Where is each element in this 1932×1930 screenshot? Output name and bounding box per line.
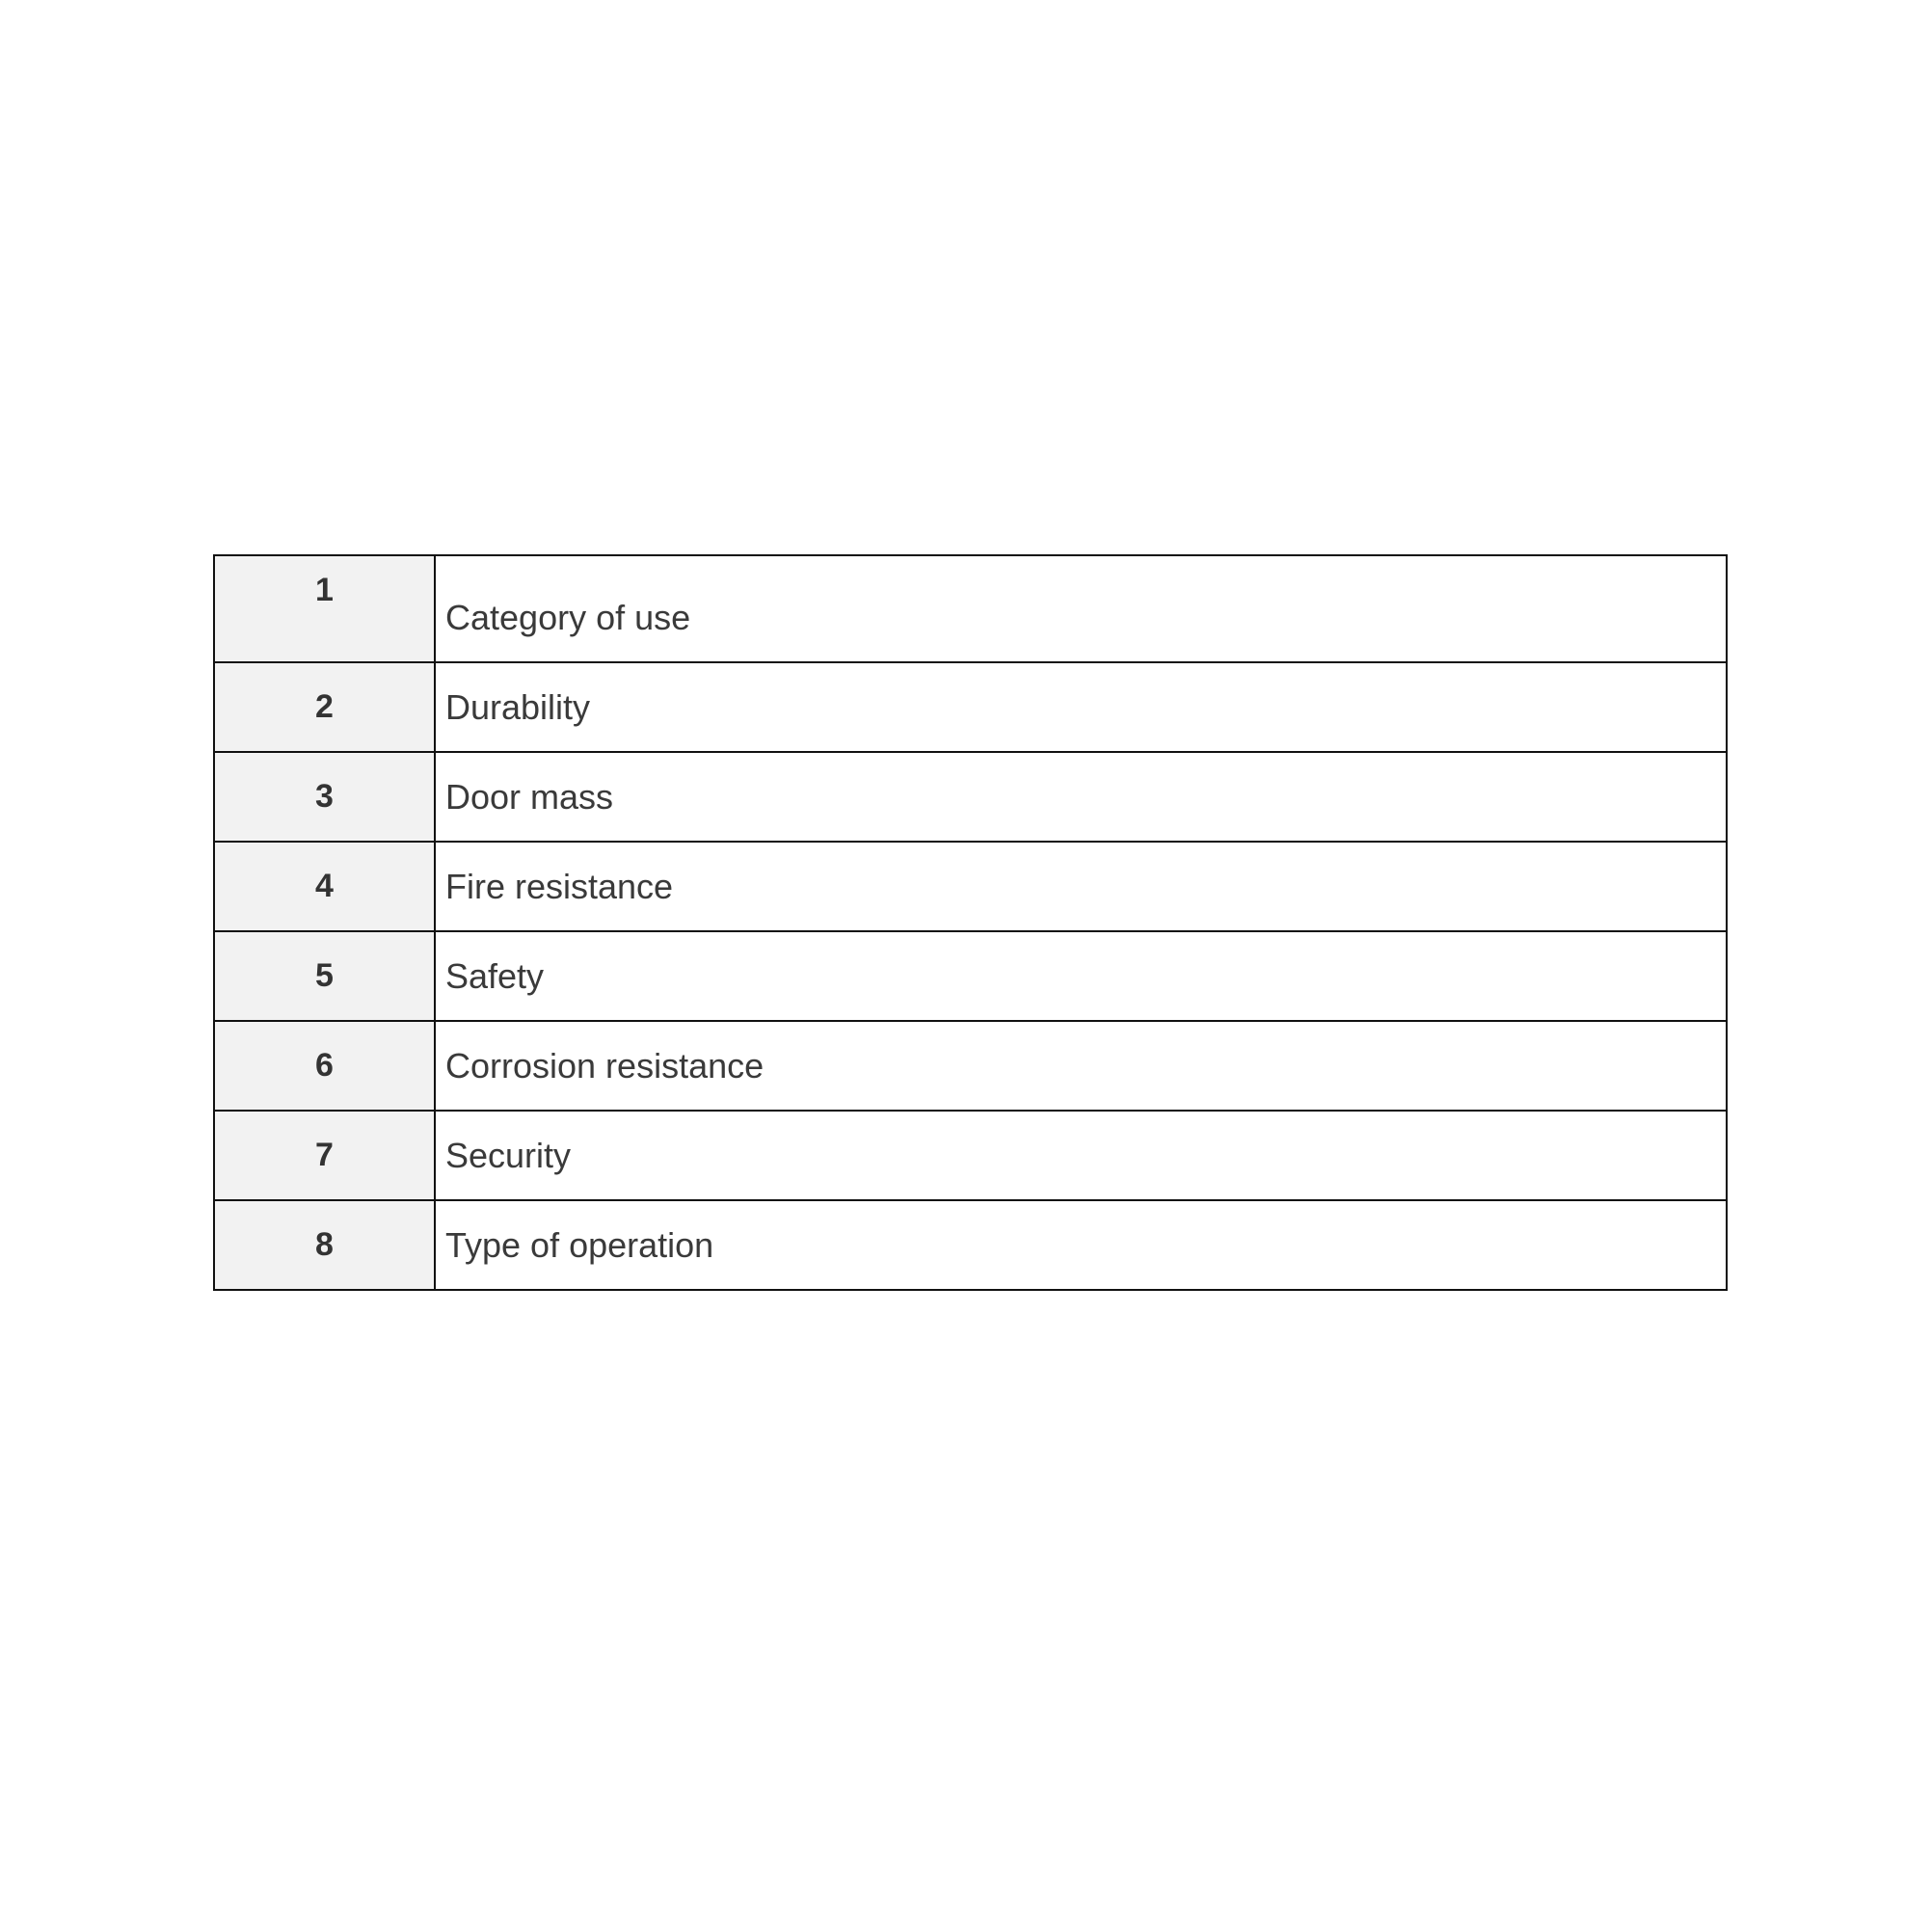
- row-number: 2: [214, 662, 435, 752]
- table-row: [214, 1111, 1727, 1200]
- row-number: 6: [214, 1021, 435, 1111]
- row-label: Type of operation: [435, 1200, 1727, 1290]
- row-number: 5: [214, 931, 435, 1021]
- row-label: Fire resistance: [435, 842, 1727, 931]
- table-row: [214, 931, 1727, 1021]
- table-row: [214, 555, 1727, 662]
- table-row: [214, 1021, 1727, 1111]
- row-label: Door mass: [435, 752, 1727, 842]
- row-number: 8: [214, 1200, 435, 1290]
- row-label: Safety: [435, 931, 1727, 1021]
- row-label: Corrosion resistance: [435, 1021, 1727, 1111]
- table-row: [214, 1200, 1727, 1290]
- classification-table: [213, 554, 1728, 1291]
- row-number: 7: [214, 1111, 435, 1200]
- row-number: 4: [214, 842, 435, 931]
- row-label: Category of use: [435, 555, 1727, 662]
- row-number: 3: [214, 752, 435, 842]
- table-row: [214, 842, 1727, 931]
- row-label: Durability: [435, 662, 1727, 752]
- table-row: [214, 662, 1727, 752]
- table-row: [214, 752, 1727, 842]
- row-number: 1: [214, 555, 435, 662]
- row-label: Security: [435, 1111, 1727, 1200]
